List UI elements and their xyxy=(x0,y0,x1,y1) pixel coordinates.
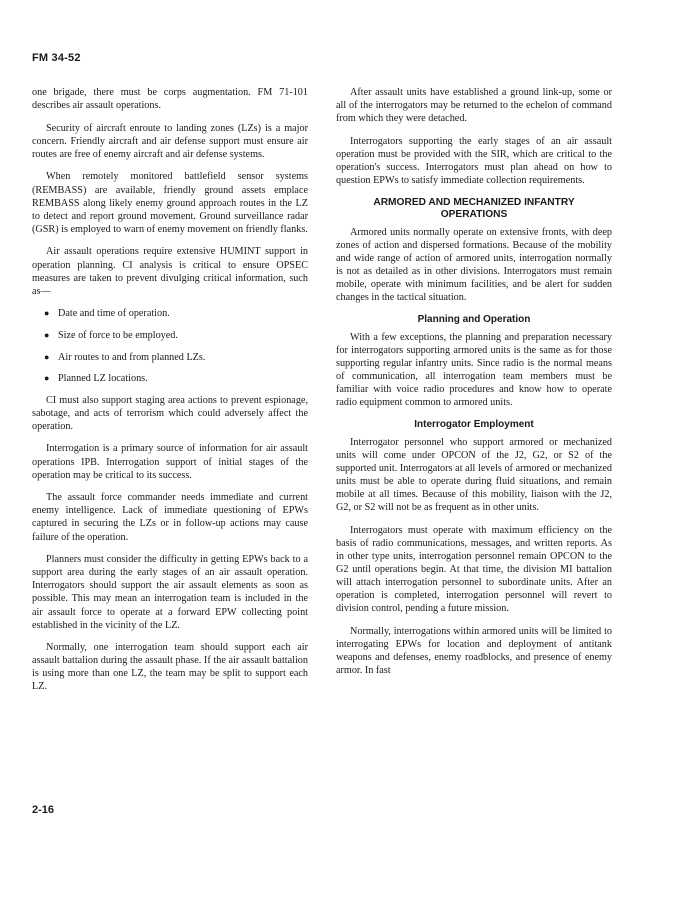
paragraph: one brigade, there must be corps augmentation. FM 71-101 describes air assault operations. xyxy=(32,87,308,112)
bullet-icon: ● xyxy=(44,308,50,319)
subsection-heading: Planning and Operation xyxy=(417,313,531,325)
page-number: 2-16 xyxy=(32,804,55,816)
bullet-icon: ● xyxy=(44,329,50,340)
paragraph: Normally, one interrogation team should support each air assault battalion during the assault phase. If the air assault battalion is using more than one LZ, the team may be split to support each LZ. xyxy=(32,642,308,693)
paragraph: The assault force commander needs immediate and current enemy intelligence. Lack of immediate questioning of EPWs captured in securing the LZs or in follow-up actions may cause failure of the operation. xyxy=(32,492,308,543)
list-item xyxy=(44,307,308,320)
left-column xyxy=(32,86,308,703)
list-item-text: Air routes to and from planned LZs. xyxy=(58,351,206,363)
bullet-list xyxy=(32,307,308,385)
list-item xyxy=(44,372,308,385)
paragraph: Interrogators must operate with maximum efficiency on the basis of radio communications, messages, and written reports. As in other type units, interrogation personnel remain OPCON to the G2 until operations begin. At that time, the division MI battalion will attach interrogation personnel to subordinate units. After an operation is completed, interrogation personnel will revert to division control, pending a future mission. xyxy=(336,524,612,615)
paragraph: With a few exceptions, the planning and preparation necessary for interrogators supporting armored units is the same as for those supporting regular infantry units. Since radio is the normal means of communication, all interrogation team members must be familiar with voice radio procedures and know how to operate radio equipment common to armored units. xyxy=(336,331,612,409)
list-item-text: Planned LZ locations. xyxy=(58,373,148,385)
paragraph: Armored units normally operate on extensive fronts, with deep zones of action and dispersed formations. Because of the mobility and wide range of action of armored units, interrogation normally is not as detailed as in other divisions. Interrogators must remain mobile, operate with minimum facilities, and be alert for sudden changes in the tactical situation. xyxy=(336,226,612,304)
bullet-icon: ● xyxy=(44,373,50,384)
list-item xyxy=(44,329,308,342)
list-item xyxy=(44,351,308,364)
paragraph: Planners must consider the difficulty in getting EPWs back to a support area during the early stages of an air assault operation. Interrogators should support the air assault elements as soon as possible. This may mean an interrogation team is included in the air assault force to operate at a forward EPW collecting point established in the vicinity of the LZ. xyxy=(32,554,308,631)
paragraph: Normally, interrogations within armored units will be limited to interrogating EPWs for location and deployment of antitank weapons and defenses, enemy roadblocks, and presence of enemy armor. In fast xyxy=(336,626,612,677)
bullet-icon: ● xyxy=(44,351,50,362)
list-item-text: Size of force to be employed. xyxy=(58,329,178,341)
subsection-heading: Interrogator Employment xyxy=(414,418,534,430)
paragraph: CI must also support staging area actions to prevent espionage, sabotage, and acts of terrorism which could adversely affect the operation. xyxy=(32,394,308,432)
paragraph: Interrogation is a primary source of information for air assault operations IPB. Interrogation support of initial stages of the operation may be critical to its success. xyxy=(32,443,308,481)
document-id: FM 34-52 xyxy=(32,52,81,64)
section-heading: ARMORED AND MECHANIZED INFANTRY OPERATIONS xyxy=(373,196,575,220)
paragraph: Interrogators supporting the early stages of an air assault operation must be provided with the SIR, which are critical to the operation's success. Interrogators must plan ahead on how to question EPWs to satisfy immediate collection requirements. xyxy=(336,135,612,187)
paragraph: When remotely monitored battlefield sensor systems (REMBASS) are available, friendly ground assets emplace REMBASS along likely enemy ground approach routes in the LZ to detect and report ground movement. Ground surveillance radar (GSR) is employed to warn of enemy movement on friendly flanks. xyxy=(32,171,308,235)
paragraph: Air assault operations require extensive HUMINT support in operation planning. CI analysis is critical to ensure OPSEC measures are taken to prevent divulging critical information, such as— xyxy=(32,246,308,297)
list-item-text: Date and time of operation. xyxy=(58,308,170,320)
right-column xyxy=(336,86,612,687)
paragraph: Interrogator personnel who support armored or mechanized units will come under OPCON of the J2, G2, or S2 of the supported unit. Interrogators at all levels of armored or mechanized units must be able to operate during fluid situations, and remain mobile at all times. Because of this mobility, liaison with the J2, G2, or S2 will not be as frequent as in other units. xyxy=(336,436,612,514)
paragraph: After assault units have established a ground link-up, some or all of the interrogators may be returned to the echelon of command from which they were detached. xyxy=(336,87,612,125)
paragraph: Security of aircraft enroute to landing zones (LZs) is a major concern. Friendly aircraft and air defense support must ensure air routes are free of enemy aircraft and air defense systems. xyxy=(32,122,308,160)
